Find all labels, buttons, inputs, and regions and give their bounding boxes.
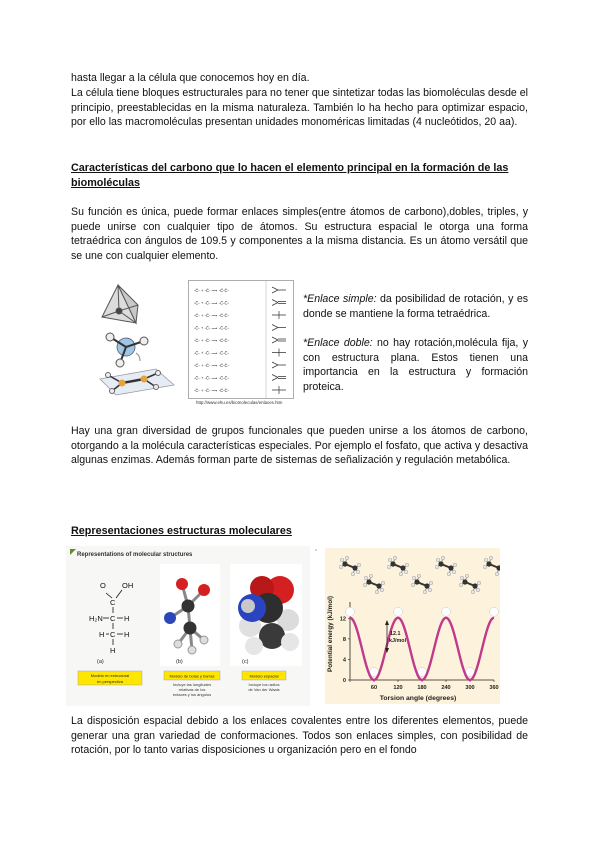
- bond-row-formula: -C̈- + -C̈- ⟶ -C̈-C̈-: [194, 325, 229, 331]
- chart-x-tick-label: 120: [393, 685, 403, 691]
- bond-row-formula: -C̈- + -C̈- ⟶ -C̈-C̈-: [194, 363, 229, 368]
- box-b: Modelo de bolas y barras: [169, 673, 215, 679]
- chart-y-tick-label: 4: [342, 657, 346, 664]
- chart-xlabel: Torsion angle (degrees): [379, 695, 457, 702]
- enlace-simple-text: [303, 292, 528, 321]
- chart-x-tick-label: 300: [465, 685, 475, 691]
- enlace-doble-desc: no hay rotación,molécula fija, y con estructura plana. Estos tienen una importancia en la estructura y formación proteica.: [303, 337, 528, 393]
- bond-row-formula: -C̈- + -C̈- ⟶ -C̈-C̈-: [194, 338, 229, 343]
- chart-x-tick-label: 360: [489, 685, 499, 691]
- tetrahedron-shape: [102, 285, 138, 323]
- figure-title: Representations of molecular structures: [77, 552, 193, 558]
- formula-h-right: H: [124, 630, 130, 639]
- closing-paragraph: La disposición espacial debido a los enlaces covalentes entre los diferentes elementos, puede generar una gran variedad de conformaciones. Todos son enlaces simples, con posibilidad de rotación, por lo tanto varias disposiciones u organización pero en el fondo: [71, 715, 528, 757]
- tetrahedral-carbon-model: [106, 333, 148, 367]
- chart-point-marker: [346, 607, 355, 616]
- chart-x-tick-label: 240: [441, 685, 451, 691]
- chart-ylabel: Potential energy (kJ/mol): [327, 596, 334, 672]
- bond-row-formula: -C̈- + -C̈- ⟶ -C̈-C̈-: [194, 375, 229, 381]
- note-c-line2: de Van der Waals: [248, 687, 280, 692]
- enlace-doble-text: [303, 336, 528, 394]
- section-heading-representaciones: Representaciones estructuras moleculares: [71, 525, 292, 537]
- carbono-paragraph: Su función es única, puede formar enlaces simples(entre átomos de carbono),dobles, triples, y puede unirse con cualquier tipo de átomos. Su estructura espacial le otorga una forma tetraédrica con ángulos de 109.5 y componentes a la misma distancia. Es un átomo versátil que se une con cualquier elemento.: [71, 206, 528, 262]
- chart-point-marker: [490, 607, 499, 616]
- label-a: (a): [97, 659, 104, 665]
- enlace-doble-label: *Enlace doble:: [303, 337, 373, 349]
- torsion-energy-chart: [312, 546, 500, 706]
- note-b-line2: relativas de los: [178, 687, 206, 692]
- chart-y-tick-label: 8: [342, 636, 346, 643]
- enlace-simple-label: *Enlace simple:: [303, 293, 377, 305]
- chart-x-tick-label: 180: [417, 685, 427, 691]
- annotation-value: 12.1: [390, 631, 401, 637]
- formula-c-methyl: C: [110, 630, 116, 639]
- bond-row-formula: -C̈- + -C̈- ⟶ -C̈-C̈-: [194, 300, 229, 306]
- label-b: (b): [176, 659, 183, 665]
- formula-h-alpha: H: [124, 614, 130, 623]
- molecular-representations-figure: [66, 546, 310, 706]
- note-c-line1: Incluye los radios: [248, 682, 280, 687]
- label-c: (c): [242, 659, 249, 665]
- note-b-line3: enlaces y los ángulos: [172, 692, 212, 697]
- chart-y-tick-label: 12: [339, 616, 346, 623]
- chart-x-tick-label: 60: [370, 685, 378, 691]
- tetrahedron-figure: [96, 279, 176, 396]
- figure-source-caption: http://www.ehu.es/biomoleculas/enlaces.htm: [196, 400, 283, 405]
- planar-double-bond-model: [100, 369, 174, 395]
- figure-corner-icon: [70, 549, 76, 555]
- grupos-funcionales-paragraph: Hay una gran diversidad de grupos funcionales que pueden unirse a los átomos de carbono, otorgando a la molécula características especiales. Por ejemplo el fosfato, que activa y desactiva algunas enzimas. Además forman parte de sistemas de señalización y regulación metabólica.: [71, 425, 528, 467]
- structural-formula: [89, 581, 133, 655]
- formula-o: O: [100, 581, 106, 590]
- box-a-line2: en perspectiva: [96, 679, 124, 684]
- box-c: Modelo espacial: [249, 673, 279, 679]
- formula-h-bottom: H: [110, 646, 116, 655]
- formula-h-left: H: [99, 630, 105, 639]
- bond-row-formula: -C̈- + -C̈- ⟶ -C̈-C̈-: [194, 288, 229, 293]
- chart-corner-mark: ᵃ: [315, 548, 317, 554]
- chart-y-tick-label: 0: [342, 678, 346, 684]
- bond-row-formula: -C̈- + -C̈- ⟶ -C̈-C̈-: [194, 388, 229, 393]
- bond-row-formula: -C̈- + -C̈- ⟶ -C̈-C̈-: [194, 350, 229, 356]
- note-b-line1: Incluye las longitudes: [172, 682, 212, 687]
- annotation-unit: kJ/mol: [389, 638, 407, 644]
- chart-point-marker: [442, 607, 451, 616]
- bond-row-formula: -C̈- + -C̈- ⟶ -C̈-C̈-: [194, 313, 229, 318]
- box-a-line1: Modelo en estructural: [90, 673, 130, 678]
- formula-oh: OH: [122, 581, 134, 590]
- bond-types-table-figure: [188, 280, 294, 408]
- chart-point-marker: [394, 607, 403, 616]
- formula-h2n: H₂N: [89, 614, 103, 623]
- enlace-simple-desc: da posibilidad de rotación, y es donde se mantiene la forma tetraédrica.: [303, 293, 529, 320]
- intro-paragraph: La célula tiene bloques estructurales para no tener que sintetizar todas las biomoléculas desde el principio, preestablecidas en la misma naturaleza. También lo ha hecho para optimizar espacio, por ello las macromoléculas presentan unidades monoméricas limitadas (4 nucleótidos, 20 aa).: [71, 87, 528, 129]
- formula-c-carboxyl: C: [110, 598, 116, 607]
- formula-c-alpha: C: [110, 614, 116, 623]
- intro-line: hasta llegar a la célula que conocemos hoy en día.: [71, 72, 310, 84]
- section-heading-carbono: Características del carbono que lo hacen el elemento principal en la formación de las biomoléculas: [71, 162, 509, 189]
